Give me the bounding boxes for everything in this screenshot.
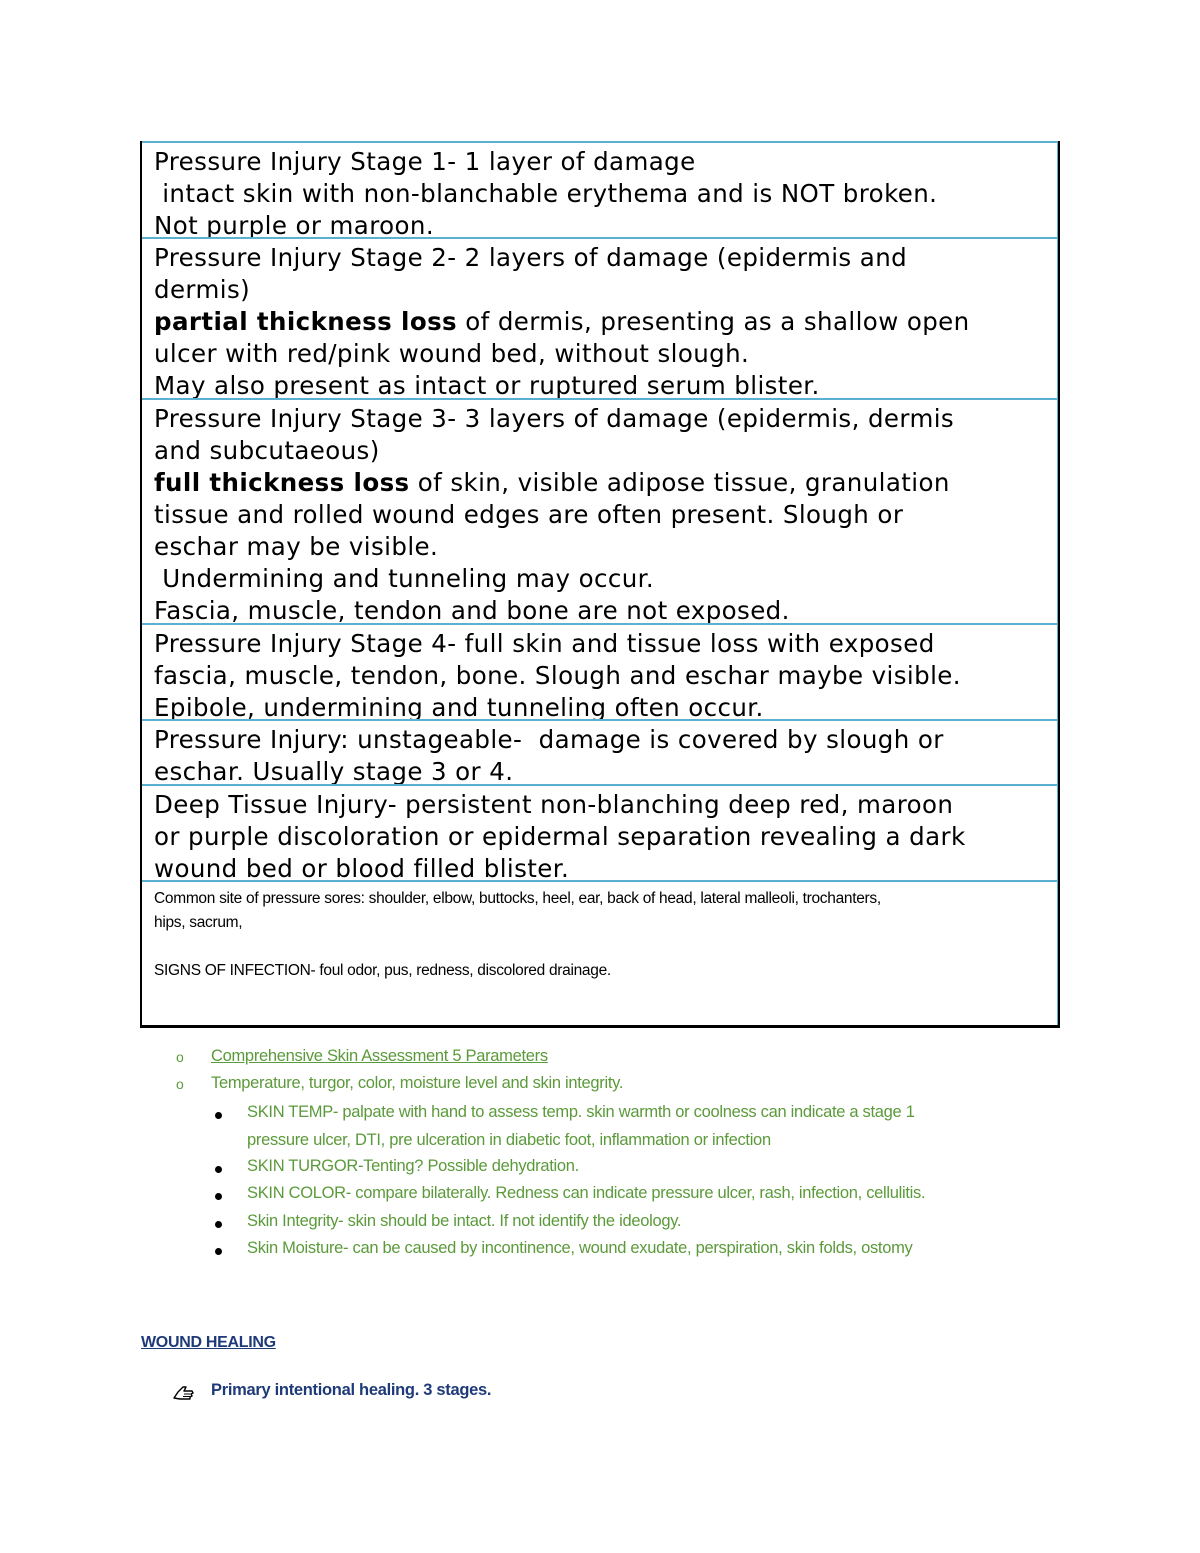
text-segment: fascia, muscle, tendon, bone. Slough and eschar maybe visible. xyxy=(154,661,961,690)
text-segment: of dermis, presenting as a shallow open xyxy=(457,307,970,336)
wound-healing-item: Primary intentional healing. 3 stages. xyxy=(211,1381,492,1399)
bullet-icon xyxy=(215,1112,222,1119)
text-segment: tissue and rolled wound edges are often present. Slough or xyxy=(154,500,904,529)
text-segment: and subcutaeous) xyxy=(154,436,380,465)
text-segment: of skin, visible adipose tissue, granulation xyxy=(409,468,950,497)
text-segment: Pressure Injury Stage 4- full skin and tissue loss with exposed xyxy=(154,629,935,658)
text-segment: wound bed or blood filled blister. xyxy=(154,854,570,883)
cell-line xyxy=(154,911,1047,935)
cell-line xyxy=(154,178,1047,210)
cell-line xyxy=(154,435,1047,467)
cell-line xyxy=(154,789,1047,821)
stage-3-cell xyxy=(142,398,1058,625)
text-segment: May also present as intact or ruptured serum blister. xyxy=(154,371,820,400)
text-segment: Pressure Injury Stage 2- 2 layers of damage (epidermis and xyxy=(154,243,908,272)
text-segment: Pressure Injury: unstageable- damage is covered by slough or xyxy=(154,725,944,754)
cell-line xyxy=(154,242,1047,274)
cell-line xyxy=(154,563,1047,595)
hand-pointer-icon xyxy=(172,1384,196,1402)
cell-line xyxy=(154,499,1047,531)
bullet-icon xyxy=(215,1221,222,1228)
stage-4-cell xyxy=(142,623,1058,721)
bullet-icon xyxy=(215,1166,222,1173)
assessment-heading: Comprehensive Skin Assessment 5 Parameters xyxy=(211,1047,548,1065)
cell-line xyxy=(154,146,1047,178)
list-item: Skin Integrity- skin should be intact. If not identify the ideology. xyxy=(247,1212,682,1230)
cell-line xyxy=(154,403,1047,435)
list-marker: o xyxy=(176,1049,184,1065)
cell-line xyxy=(154,935,1047,959)
stage-1-cell xyxy=(142,141,1058,239)
cell-line xyxy=(154,660,1047,692)
list-marker: o xyxy=(176,1076,184,1092)
list-item: SKIN TEMP- palpate with hand to assess temp. skin warmth or coolness can indicate a stage 1 xyxy=(247,1103,915,1121)
cell-line xyxy=(154,959,1047,983)
list-item: SKIN TURGOR-Tenting? Possible dehydration. xyxy=(247,1157,579,1175)
text-segment: intact skin with non-blanchable erythema and is NOT broken. xyxy=(154,179,938,208)
text-segment: ulcer with red/pink wound bed, without slough. xyxy=(154,339,750,368)
bold-term: partial thickness loss xyxy=(154,307,458,336)
text-segment: SIGNS OF INFECTION- foul odor, pus, redness, discolored drainage. xyxy=(154,962,611,979)
bold-term: full thickness loss xyxy=(154,468,410,497)
cell-line xyxy=(154,887,1047,911)
cell-line xyxy=(154,724,1047,756)
text-segment: Pressure Injury Stage 1- 1 layer of damage xyxy=(154,147,696,176)
text-segment: Pressure Injury Stage 3- 3 layers of damage (epidermis, dermis xyxy=(154,404,955,433)
list-item: Skin Moisture- can be caused by incontinence, wound exudate, perspiration, skin folds, ostomy xyxy=(247,1239,913,1257)
text-segment: Fascia, muscle, tendon and bone are not exposed. xyxy=(154,596,790,625)
list-item-continuation: pressure ulcer, DTI, pre ulceration in diabetic foot, inflammation or infection xyxy=(247,1131,771,1149)
cell-line xyxy=(154,628,1047,660)
text-segment: Epibole, undermining and tunneling often occur. xyxy=(154,693,764,722)
bullet-icon xyxy=(215,1248,222,1255)
text-segment: or purple discoloration or epidermal separation revealing a dark xyxy=(154,822,966,851)
pressure-sore-sites-cell xyxy=(142,880,1058,1025)
text-segment: Deep Tissue Injury- persistent non-blanching deep red, maroon xyxy=(154,790,954,819)
unstageable-cell xyxy=(142,719,1058,785)
assessment-parameters: Temperature, turgor, color, moisture level and skin integrity. xyxy=(211,1074,624,1092)
text-segment: Not purple or maroon. xyxy=(154,211,435,240)
stage-2-cell xyxy=(142,237,1058,399)
list-item: SKIN COLOR- compare bilaterally. Redness can indicate pressure ulcer, rash, infection, cellulitis. xyxy=(247,1184,926,1202)
cell-line xyxy=(154,306,1047,338)
text-segment: hips, sacrum, xyxy=(154,914,243,931)
cell-line xyxy=(154,467,1047,499)
cell-line xyxy=(154,531,1047,563)
text-segment: Common site of pressure sores: shoulder, elbow, buttocks, heel, ear, back of head, lateral malleoli, trochanters, xyxy=(154,890,881,907)
text-segment: Undermining and tunneling may occur. xyxy=(154,564,655,593)
pressure-injury-table xyxy=(140,141,1060,1028)
cell-line xyxy=(154,338,1047,370)
text-segment: eschar. Usually stage 3 or 4. xyxy=(154,757,514,786)
deep-tissue-injury-cell xyxy=(142,784,1058,882)
wound-healing-heading: WOUND HEALING xyxy=(141,1334,276,1351)
cell-line xyxy=(154,821,1047,853)
bullet-icon xyxy=(215,1193,222,1200)
text-segment: dermis) xyxy=(154,275,251,304)
cell-line xyxy=(154,274,1047,306)
text-segment: eschar may be visible. xyxy=(154,532,439,561)
